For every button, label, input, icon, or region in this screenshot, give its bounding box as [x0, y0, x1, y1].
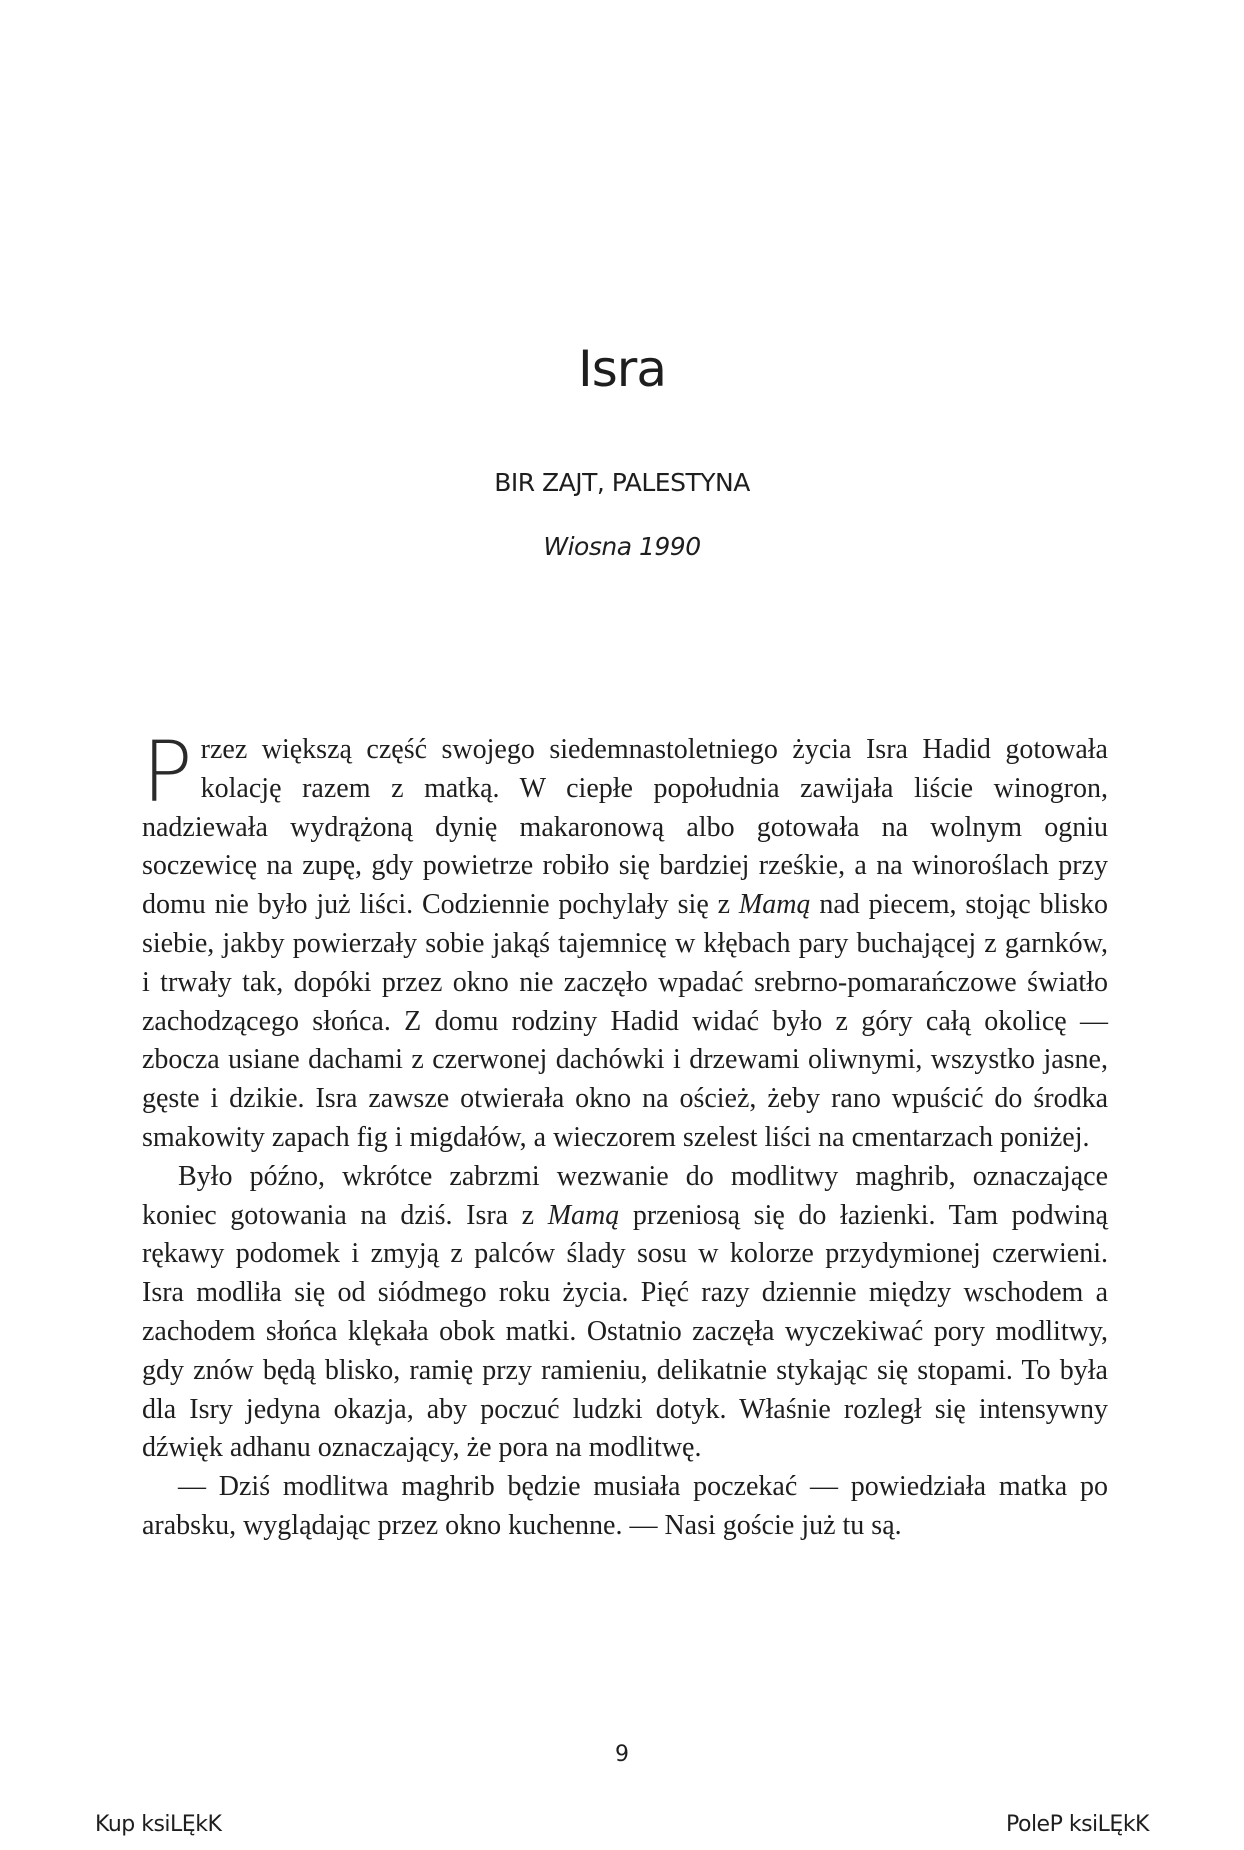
- recommend-book-link[interactable]: PoleP ksiLĘkK: [1006, 1812, 1149, 1837]
- drop-cap: P: [142, 723, 193, 821]
- paragraph-1-text-b: nad piecem, stojąc blisko siebie, jakby powierzały sobie jakąś tajemnicę w kłębach pary buchającej z garnków, i trwały tak, dopóki przez okno nie zaczęło wpadać srebrno-pomarańczowe światło zachodzącego słońca. Z domu rodziny Hadid widać było z góry całą okolicę — zbocza usiane dachami z czerwonej dachówki i drzewami oliwnymi, wszystko jasne, gęste i dzikie. Isra zawsze otwierała okno na oścież, żeby rano wpuścić do środka smakowity zapach fig i migdałów, a wieczorem szelest liści na cmentarzach poniżej.: [142, 889, 1108, 1153]
- paragraph-2-emphasis: Mamą: [547, 1199, 620, 1231]
- chapter-title: Isra: [578, 340, 666, 398]
- body-text: [142, 723, 1108, 1546]
- paragraph-1-text-a: rzez większą część swojego siedemnastoletniego życia Isra Hadid gotowała kolację razem z matką. W ciepłe popołudnia zawijała liście winogron, nadziewała wydrążoną dynię makaronową albo gotowała na wolnym ogniu soczewicę na zupę, gdy powietrze robiło się bardziej rześkie, a na winoroślach przy domu nie było już liści. Codziennie pochylały się z: [142, 734, 1108, 921]
- paragraph-3: — Dziś modlitwa maghrib będzie musiała poczekać — powiedziała matka po arabsku, wyglądając przez okno kuchenne. — Nasi goście już tu są.: [142, 1471, 1108, 1541]
- paragraph-1: [142, 723, 1108, 1158]
- paragraph-2-text-b: przeniosą się do łazienki. Tam podwiną rękawy podomek i zmyją z palców ślady sosu w kolorze przydymionej czerwieni. Isra modliła się od siódmego roku życia. Pięć razy dziennie między wschodem a zachodem słońca klękała obok matki. Ostatnio zaczęła wyczekiwać pory modlitwy, gdy znów będą blisko, ramię przy ramieniu, delikatnie stykając się stopami. To była dla Isry jedyna okazja, aby poczuć ludzki dotyk. Właśnie rozległ się intensywny dźwięk adhanu oznaczający, że pora na modlitwę.: [142, 1199, 1108, 1464]
- page-number: 9: [615, 1742, 629, 1767]
- chapter-date: Wiosna 1990: [543, 532, 701, 561]
- chapter-location: BIR ZAJT, PALESTYNA: [494, 468, 750, 497]
- paragraph-2-text-a: Było późno, wkrótce zabrzmi wezwanie do modlitwy maghrib, oznaczające koniec gotowania na dziś. Isra z: [142, 1160, 1108, 1231]
- paragraph-1-emphasis: Mamą: [738, 889, 811, 921]
- buy-book-link[interactable]: Kup ksiLĘkK: [95, 1812, 222, 1837]
- paragraph-2: [142, 1158, 1108, 1468]
